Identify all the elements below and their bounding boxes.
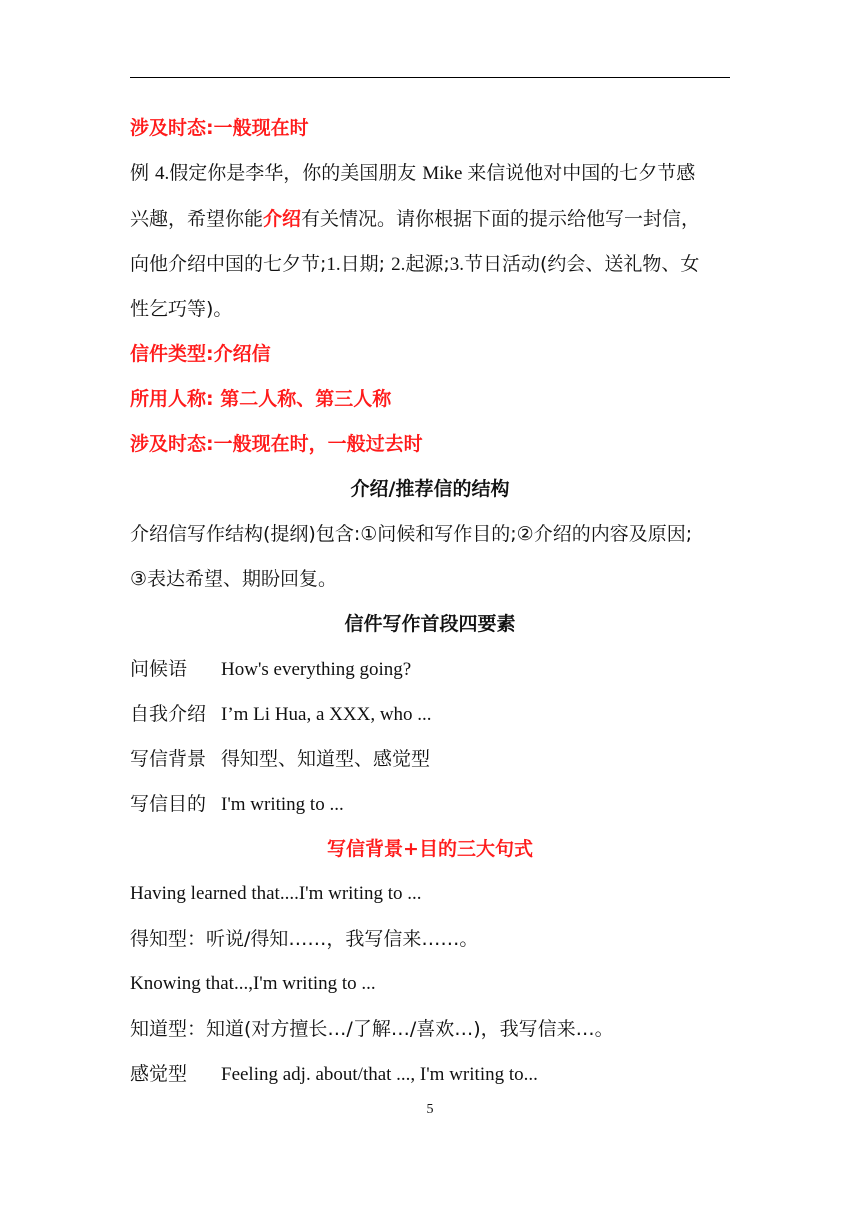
structure-line-2: ③表达希望、期盼回复。 (130, 568, 338, 590)
element-label: 写信背景 (130, 748, 207, 770)
example-prefix: 例 (130, 162, 156, 184)
pattern-1-chinese: 得知型：听说/得知……，我写信来……。 (130, 928, 479, 950)
example-line-4: 性乞巧等)。 (130, 298, 233, 320)
example-text-a: 假定你是李华，你的美国朋友 (169, 162, 423, 184)
example-text-d: 有关情况。请你根据下面的提示给他写一封信， (301, 208, 701, 230)
example-number: 4. (155, 163, 170, 184)
pattern-3-row (130, 1062, 740, 1087)
element-row (130, 657, 740, 682)
example-text-c: 兴趣，希望你能 (130, 208, 264, 230)
element-value: I’m Li Hua, a XXX, who ... (221, 704, 432, 725)
structure-line-1: 介绍信写作结构(提纲)包含:①问候和写作目的;②介绍的内容及原因; (130, 523, 693, 545)
pattern-2-chinese: 知道型：知道(对方擅长…/了解…/喜欢…)，我写信来…。 (130, 1018, 614, 1040)
example-point-1: 1. (326, 254, 341, 275)
element-row (130, 702, 740, 727)
example-text-b: 来信说他对中国的七夕节感 (467, 162, 696, 184)
letter-type: 信件类型:介绍信 (130, 343, 271, 365)
section-title-structure: 介绍/推荐信的结构 (350, 478, 510, 500)
element-label: 问候语 (130, 658, 188, 680)
example-text-g: 起源; (405, 253, 450, 275)
pattern-2-english: Knowing that...,I'm writing to ... (130, 973, 376, 994)
header-rule (130, 77, 730, 78)
element-label: 写信目的 (130, 793, 207, 815)
page-number: 5 (426, 1102, 434, 1117)
pattern-3-english: Feeling adj. about/that ..., I'm writing to... (221, 1064, 538, 1085)
heading-tense-2: 涉及时态:一般现在时，一般过去时 (130, 433, 423, 455)
pattern-1-english: Having learned that....I'm writing to ... (130, 883, 422, 904)
element-row (130, 792, 740, 817)
example-point-2: 2. (391, 254, 406, 275)
example-text-f: 日期; (340, 253, 392, 275)
example-point-3: 3. (449, 254, 465, 275)
section-title-elements: 信件写作首段四要素 (344, 613, 516, 635)
example-highlight: 介绍 (263, 208, 302, 230)
heading-tense-1: 涉及时态:一般现在时 (130, 117, 309, 139)
example-name-mike: Mike (422, 163, 468, 184)
example-line-3 (130, 252, 740, 277)
element-value: I'm writing to ... (221, 794, 344, 815)
section-title-patterns: 写信背景+目的三大句式 (327, 838, 533, 860)
example-line-2 (130, 207, 740, 231)
person-used: 所用人称: 第二人称、第三人称 (130, 388, 392, 410)
element-value: How's everything going? (221, 659, 412, 680)
example-line-1 (130, 161, 740, 186)
element-label: 自我介绍 (130, 703, 207, 725)
pattern-3-label: 感觉型 (130, 1063, 188, 1085)
element-row (130, 747, 740, 771)
example-text-e: 向他介绍中国的七夕节; (130, 253, 327, 275)
example-text-h: 节日活动(约会、送礼物、女 (464, 253, 700, 275)
element-value: 得知型、知道型、感觉型 (221, 748, 431, 770)
